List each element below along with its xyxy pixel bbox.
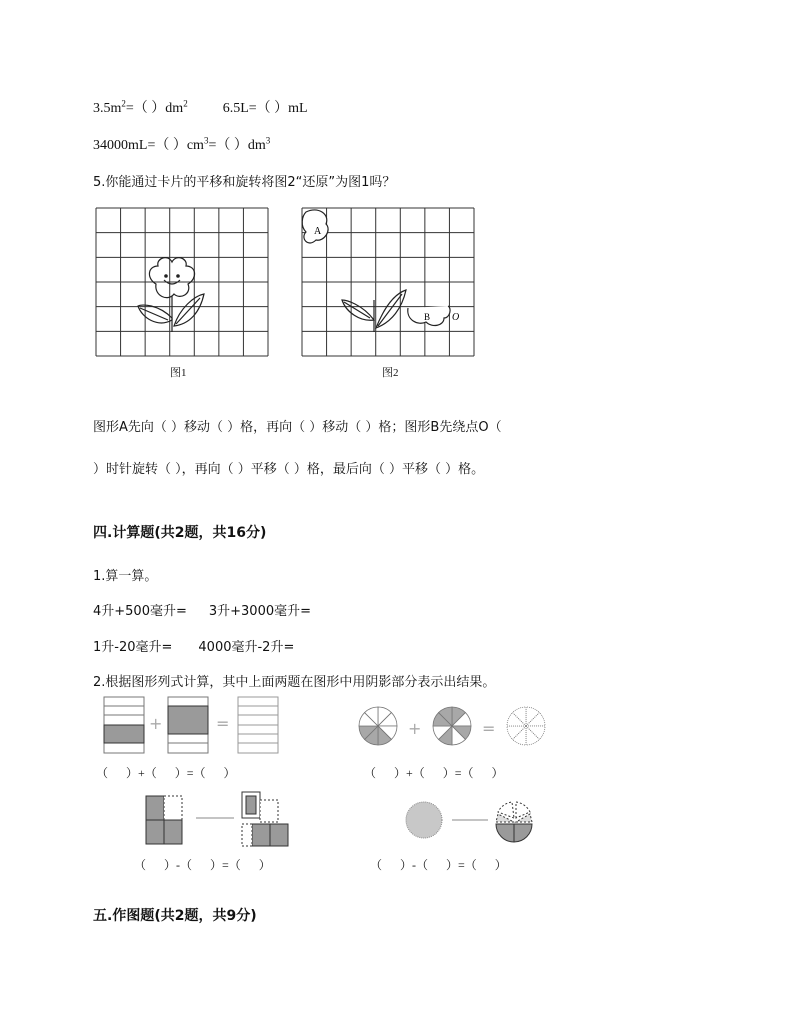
calc-item: 1升-20毫升= [93, 640, 173, 655]
rect-addition-figure [104, 697, 280, 755]
calc-row-2 [93, 636, 294, 655]
figure-2-caption: 图2 [382, 367, 399, 379]
figure-2-grid [302, 208, 474, 356]
square-subtraction-figure [146, 792, 296, 850]
calc-item: 4000毫升-2升= [198, 640, 295, 655]
circle-addition-figure [358, 704, 554, 754]
formula-add-left: （ ）+（ ）=（ ） [96, 766, 236, 780]
exponent: 3 [265, 135, 271, 146]
question-5-prompt: 5.你能通过卡片的平移和旋转将图2“还原”为图1吗？ [93, 175, 396, 190]
calc-item: 4升+500毫升= [93, 604, 187, 619]
question-5-answer-line-2: ）时针旋转（ ），再向（ ）平移（ ）格，最后向（ ）平移（ ）格。 [93, 462, 485, 477]
equals-sign: = [482, 719, 496, 738]
area-value: 3.5m [93, 101, 122, 116]
calc-row-1 [93, 600, 311, 619]
conversion-line-2 [93, 134, 270, 154]
exponent: 2 [121, 98, 126, 109]
formula-sub-right: （ ）-（ ）=（ ） [370, 858, 507, 872]
question-2-title: 2.根据图形列式计算，其中上面两题在图形中用阴影部分表示出结果。 [93, 675, 496, 690]
exponent: 3 [203, 135, 209, 146]
figure-1-caption: 图1 [170, 367, 187, 379]
calc-item: 3升+3000毫升= [208, 604, 312, 619]
label-a: A [314, 226, 322, 237]
exponent: 2 [183, 98, 188, 109]
figure-1-grid [96, 208, 268, 356]
conversion-line-1 [93, 97, 308, 117]
formula-sub-left: （ ）-（ ）=（ ） [134, 858, 271, 872]
volume-blank: 6.5L=（ ）mL [222, 101, 308, 116]
area-blank: =（ ）dm [125, 101, 184, 116]
question-1-title: 1.算一算。 [93, 569, 158, 584]
label-o: O [452, 312, 460, 323]
section-4-title: 四.计算题(共2题，共16分) [93, 525, 267, 541]
plus-sign: + [408, 719, 422, 738]
plus-sign: + [149, 714, 163, 733]
question-5-answer-line-1: 图形A先向（ ）移动（ ）格，再向（ ）移动（ ）格；图形B先绕点O（ [93, 420, 502, 435]
section-5-title: 五.作图题(共2题，共9分) [93, 908, 257, 924]
volume-blank: =（ ）dm [208, 138, 266, 153]
circle-subtraction-figure [404, 798, 544, 850]
formula-add-right: （ ）+（ ）=（ ） [364, 766, 504, 780]
equals-sign: = [216, 714, 230, 733]
label-b: B [424, 312, 431, 322]
volume-value: 34000mL=（ ）cm [93, 138, 204, 153]
